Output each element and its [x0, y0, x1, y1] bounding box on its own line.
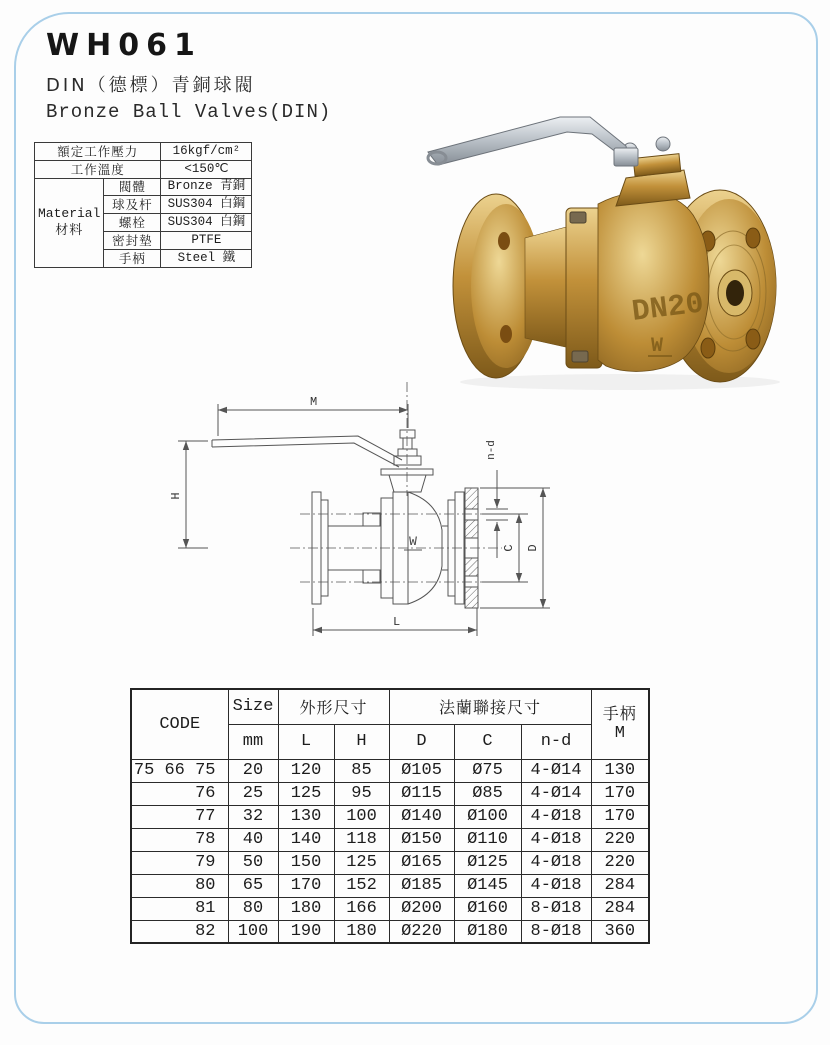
dim-label-h: H: [169, 492, 183, 500]
temp-value: <150℃: [161, 160, 252, 178]
table-row: [131, 782, 649, 805]
col-header-code: CODE: [131, 689, 228, 759]
material-part: 手柄: [104, 249, 161, 267]
material-part: 密封墊: [104, 231, 161, 249]
cell-nd: 8-Ø18: [521, 897, 591, 920]
cell-d: Ø115: [389, 782, 454, 805]
joint-bolt: [570, 212, 586, 223]
dim-label-c: C: [502, 544, 516, 552]
table-row: [131, 805, 649, 828]
dimension-table-body: [131, 759, 649, 943]
bolt-hole: [500, 325, 512, 343]
bolt-hole: [746, 228, 760, 248]
cell-nd: 4-Ø14: [521, 759, 591, 782]
cell-code: 81: [131, 897, 228, 920]
cell-h: 95: [334, 782, 389, 805]
cell-d: Ø185: [389, 874, 454, 897]
dimension-table: [130, 688, 650, 944]
cell-size: 40: [228, 828, 278, 851]
cell-m: 170: [591, 805, 649, 828]
cell-size: 25: [228, 782, 278, 805]
cell-l: 140: [278, 828, 334, 851]
cell-code: 80: [131, 874, 228, 897]
cell-l: 190: [278, 920, 334, 943]
cell-m: 130: [591, 759, 649, 782]
cell-code: 79: [131, 851, 228, 874]
material-label-zh: 材料: [55, 222, 84, 238]
pressure-label: 額定工作壓力: [35, 143, 161, 161]
cell-size: 80: [228, 897, 278, 920]
joint-bolt: [572, 351, 588, 362]
material-row: [35, 178, 252, 196]
cell-m: 284: [591, 897, 649, 920]
cell-d: Ø105: [389, 759, 454, 782]
material-spec: SUS304 白鋼: [161, 196, 252, 214]
material-label-en: Material: [38, 205, 101, 221]
cell-h: 118: [334, 828, 389, 851]
product-title-zh: DIN（德標）青銅球閥: [46, 75, 256, 96]
cell-l: 125: [278, 782, 334, 805]
cell-d: Ø165: [389, 851, 454, 874]
temp-label: 工作溫度: [35, 160, 161, 178]
cell-nd: 4-Ø18: [521, 828, 591, 851]
cell-c: Ø125: [454, 851, 521, 874]
table-row: [131, 828, 649, 851]
cell-c: Ø110: [454, 828, 521, 851]
cell-nd: 4-Ø18: [521, 851, 591, 874]
col-header-h: H: [334, 724, 389, 759]
col-header-outline: 外形尺寸: [278, 689, 389, 724]
handle-pivot-nut: [614, 148, 638, 166]
cell-m: 360: [591, 920, 649, 943]
cell-code: 77: [131, 805, 228, 828]
cell-nd: 4-Ø14: [521, 782, 591, 805]
cell-h: 152: [334, 874, 389, 897]
cell-d: Ø140: [389, 805, 454, 828]
drawing-logo-mark: W: [409, 534, 417, 549]
cell-nd: 8-Ø18: [521, 920, 591, 943]
col-header-flange: 法蘭聯接尺寸: [389, 689, 591, 724]
material-spec: Steel 鐵: [161, 249, 252, 267]
cell-size: 32: [228, 805, 278, 828]
pressure-value: 16kgf/cm²: [161, 143, 252, 161]
material-spec: SUS304 白鋼: [161, 214, 252, 232]
page-header: [46, 28, 331, 123]
spec-row-pressure: [35, 143, 252, 161]
cell-code: 82: [131, 920, 228, 943]
cell-l: 180: [278, 897, 334, 920]
cell-m: 220: [591, 828, 649, 851]
cell-d: Ø220: [389, 920, 454, 943]
cell-m: 284: [591, 874, 649, 897]
dim-label-m: M: [310, 395, 318, 409]
product-photo: [420, 108, 820, 393]
valve-body: [598, 192, 709, 371]
bolt-hole: [701, 338, 715, 358]
cell-c: Ø160: [454, 897, 521, 920]
valve-joint-flange: [566, 208, 602, 368]
cell-l: 120: [278, 759, 334, 782]
cell-d: Ø150: [389, 828, 454, 851]
material-spec: PTFE: [161, 231, 252, 249]
dim-label-d: D: [526, 544, 540, 552]
material-spec: Bronze 青銅: [161, 178, 252, 196]
drawing-handle: [212, 436, 402, 467]
cell-h: 125: [334, 851, 389, 874]
product-model: WH061: [46, 28, 202, 63]
cell-c: Ø75: [454, 759, 521, 782]
cell-h: 166: [334, 897, 389, 920]
table-row: [131, 851, 649, 874]
material-part: 球及杆: [104, 196, 161, 214]
dimension-table-header: [131, 689, 649, 759]
table-row: [131, 874, 649, 897]
cell-code: 75 66 75: [131, 759, 228, 782]
col-header-l: L: [278, 724, 334, 759]
dim-label-l: L: [393, 615, 401, 629]
cell-code: 78: [131, 828, 228, 851]
col-header-mm: mm: [228, 724, 278, 759]
table-row: [131, 759, 649, 782]
cell-l: 130: [278, 805, 334, 828]
dim-label-nd: n-d: [486, 440, 498, 460]
logo-mark: W: [651, 335, 664, 358]
cell-c: Ø100: [454, 805, 521, 828]
cell-c: Ø180: [454, 920, 521, 943]
material-part: 閥體: [104, 178, 161, 196]
material-part: 螺栓: [104, 214, 161, 232]
cell-h: 180: [334, 920, 389, 943]
table-row: [131, 920, 649, 943]
col-header-nd: n-d: [521, 724, 591, 759]
cell-m: 170: [591, 782, 649, 805]
cell-nd: 4-Ø18: [521, 805, 591, 828]
col-header-handle-zh: 手柄: [602, 704, 637, 724]
col-header-handle-m: M: [614, 723, 625, 743]
valve-neck: [525, 226, 570, 348]
spec-row-temp: [35, 160, 252, 178]
cell-h: 85: [334, 759, 389, 782]
cell-l: 170: [278, 874, 334, 897]
technical-drawing: [150, 378, 570, 668]
casting-mark: DN20: [630, 287, 706, 330]
col-header-d: D: [389, 724, 454, 759]
material-header: [35, 178, 104, 267]
spec-table: [34, 142, 252, 268]
cell-h: 100: [334, 805, 389, 828]
cell-nd: 4-Ø18: [521, 874, 591, 897]
valve-handle: [428, 117, 638, 166]
valve-bonnet: [616, 137, 690, 206]
cell-m: 220: [591, 851, 649, 874]
col-header-size: Size: [228, 689, 278, 724]
cell-size: 20: [228, 759, 278, 782]
cell-size: 100: [228, 920, 278, 943]
table-row: [131, 897, 649, 920]
cell-c: Ø85: [454, 782, 521, 805]
stud-nut: [656, 137, 670, 151]
cell-d: Ø200: [389, 897, 454, 920]
cell-c: Ø145: [454, 874, 521, 897]
col-header-handle: [591, 689, 649, 759]
cell-size: 65: [228, 874, 278, 897]
col-header-c: C: [454, 724, 521, 759]
cell-l: 150: [278, 851, 334, 874]
bolt-hole: [498, 232, 510, 250]
cell-size: 50: [228, 851, 278, 874]
bolt-hole: [746, 329, 760, 349]
centerlines: [290, 382, 502, 582]
cell-code: 76: [131, 782, 228, 805]
product-title-en: Bronze Ball Valves(DIN): [46, 101, 332, 123]
